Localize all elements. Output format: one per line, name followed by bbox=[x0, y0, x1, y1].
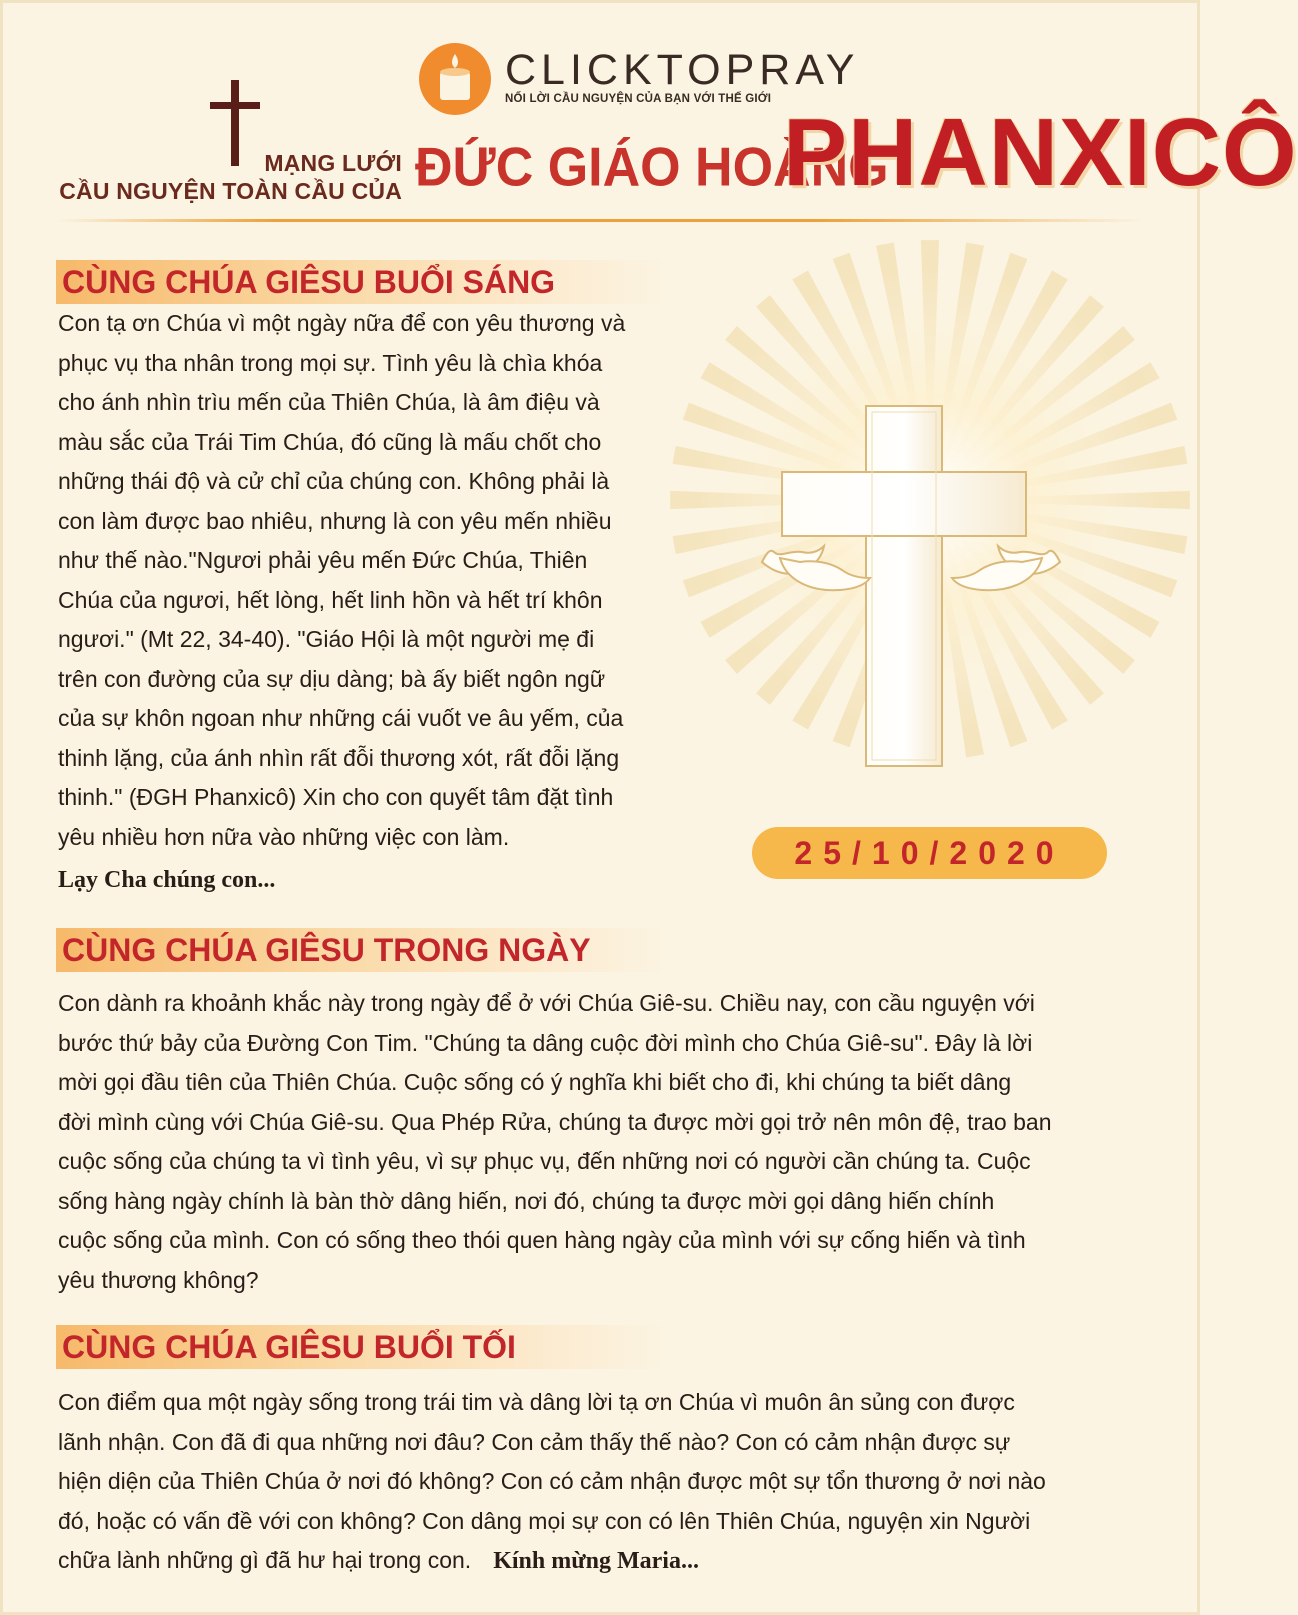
cross-icon bbox=[210, 80, 260, 166]
evening-text bbox=[58, 1383, 1168, 1582]
pope-title: ĐỨC GIÁO HOÀNG bbox=[415, 137, 889, 198]
text-line: ngươi." (Mt 22, 34-40). "Giáo Hội là một người mẹ đi bbox=[58, 626, 595, 652]
text-line: cuộc sống của mình. Con có sống theo thói quen hàng ngày của mình với sự cống hiến và tình bbox=[58, 1227, 1026, 1253]
text-line: bước thứ bảy của Đường Con Tim. "Chúng ta dâng cuộc đời mình cho Chúa Giê-su". Đây là lời bbox=[58, 1029, 1033, 1056]
text-line: yêu nhiều hơn nữa vào những việc con làm. bbox=[58, 823, 510, 850]
header bbox=[0, 0, 1298, 225]
section-title-day: CÙNG CHÚA GIÊSU TRONG NGÀY bbox=[56, 928, 670, 972]
section-title-evening: CÙNG CHÚA GIÊSU BUỔI TỐI bbox=[56, 1325, 670, 1369]
text-line: chữa lành những gì đã hư hại trong con. Kính mừng Maria... bbox=[58, 1547, 699, 1574]
text-line: cuộc sống của chúng ta vì tình yêu, vì sự phục vụ, đến những nơi có người cần chúng ta. Cuộc bbox=[58, 1148, 1031, 1174]
date-badge: 25/10/2020 bbox=[752, 827, 1107, 879]
brand-name: CLICKTOPRAY bbox=[505, 46, 860, 94]
day-text bbox=[58, 984, 1168, 1300]
text-line: đó, hoặc có vấn đề với con không? Con dâng mọi sự con có lên Thiên Chúa, nguyện xin Người bbox=[58, 1507, 1031, 1534]
text-line: cho ánh nhìn trìu mến của Thiên Chúa, là âm điệu và bbox=[58, 389, 600, 415]
text-line: màu sắc của Trái Tim Chúa, đó cũng là mấu chốt cho bbox=[58, 428, 602, 455]
text-line: sống hàng ngày chính là bàn thờ dâng hiến, nơi đó, chúng ta được mời gọi dâng hiến chính bbox=[58, 1187, 995, 1214]
morning-text bbox=[58, 304, 718, 857]
pope-name: PHANXICÔ bbox=[783, 99, 1298, 206]
text-line: Con tạ ơn Chúa vì một ngày nữa để con yêu thương và bbox=[58, 310, 626, 336]
section-title-morning: CÙNG CHÚA GIÊSU BUỔI SÁNG bbox=[56, 260, 670, 304]
text-line: như thế nào."Ngươi phải yêu mến Đức Chúa, Thiên bbox=[58, 547, 588, 573]
text-line: trên con đường của sự dịu dàng; bà ấy biết ngôn ngữ bbox=[58, 665, 606, 692]
text-line: những thái độ và cử chỉ của chúng con. Không phải là bbox=[58, 468, 610, 494]
text-line: Con điểm qua một ngày sống trong trái tim và dâng lời tạ ơn Chúa vì muôn ân sủng con được bbox=[58, 1389, 1015, 1415]
header-divider bbox=[56, 219, 1146, 222]
candle-logo-icon bbox=[418, 42, 492, 116]
radiant-cross-icon bbox=[690, 240, 1170, 800]
text-line: hiện diện của Thiên Chúa ở nơi đó không? Con có cảm nhận được một sự tổn thương ở nơi nào bbox=[58, 1468, 1046, 1494]
text-line: thinh lặng, của ánh nhìn rất đỗi thương xót, rất đỗi lặng bbox=[58, 744, 620, 771]
network-label-line1: MẠNG LƯỚI bbox=[264, 150, 402, 176]
text-line: đời mình cùng với Chúa Giê-su. Qua Phép Rửa, chúng ta được mời gọi trở nên môn đệ, trao ban bbox=[58, 1108, 1052, 1135]
evening-prayer: Kính mừng Maria... bbox=[493, 1548, 699, 1574]
text-line: yêu thương không? bbox=[58, 1266, 259, 1293]
text-line: con làm được bao nhiêu, nhưng là con yêu mến nhiều bbox=[58, 507, 612, 534]
text-line: phục vụ tha nhân trong mọi sự. Tình yêu là chìa khóa bbox=[58, 349, 603, 376]
text-line: của sự khôn ngoan như những cái vuốt ve âu yếm, của bbox=[58, 705, 624, 731]
text-line: Con dành ra khoảnh khắc này trong ngày để ở với Chúa Giê-su. Chiều nay, con cầu nguyện với bbox=[58, 990, 1035, 1016]
text-line: mời gọi đầu tiên của Thiên Chúa. Cuộc sống có ý nghĩa khi biết cho đi, khi chúng ta biết dâng bbox=[58, 1069, 1012, 1095]
text-line: lãnh nhận. Con đã đi qua những nơi đâu? Con cảm thấy thế nào? Con có cảm nhận được sự bbox=[58, 1428, 1011, 1455]
brand-tagline: NỐI LỜI CẦU NGUYỆN CỦA BẠN VỚI THẾ GIỚI bbox=[505, 93, 772, 105]
morning-prayer: Lạy Cha chúng con... bbox=[58, 867, 276, 893]
text-line: thinh." (ĐGH Phanxicô) Xin cho con quyết tâm đặt tình bbox=[58, 784, 614, 810]
network-label-line2: CẦU NGUYỆN TOÀN CẦU CỦA bbox=[59, 178, 402, 204]
text-line: Chúa của ngươi, hết lòng, hết linh hồn và hết trí khôn bbox=[58, 586, 603, 613]
